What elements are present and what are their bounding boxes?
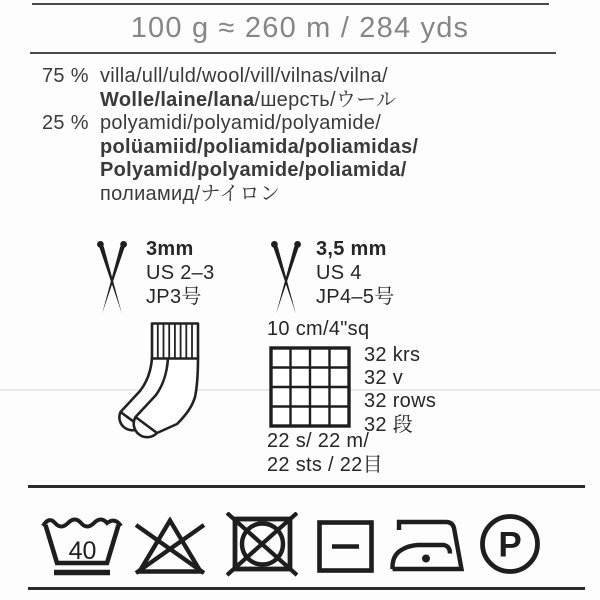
dry-flat-icon	[317, 520, 374, 573]
wool-languages-1: villa/ull/uld/wool/vill/vilnas/vilna/	[100, 65, 388, 87]
do-not-bleach-icon	[134, 517, 206, 575]
polyamide-line-3: Polyamid/polyamide/poliamida/	[100, 159, 407, 182]
do-not-tumble-dry-icon	[226, 512, 298, 577]
horizontal-rule	[28, 587, 585, 590]
wool-line-2	[0, 89, 600, 113]
weight-length-text: 100 g ≈ 260 m / 284 yds	[130, 12, 470, 44]
dry-clean-p-icon	[479, 513, 541, 575]
sock-pair-icon	[112, 322, 214, 446]
gauge-grid-icon	[269, 346, 351, 428]
horizontal-rule	[28, 485, 585, 488]
gauge-stitches-line-1: 22 s/ 22 m/	[267, 430, 370, 452]
needle-size-large-text	[316, 237, 395, 309]
needle-size-us: US 2–3	[146, 262, 215, 284]
crossed-knitting-needles-icon	[92, 240, 132, 316]
wool-line-1	[0, 65, 600, 89]
gauge-rows-en: 32 rows	[364, 390, 437, 413]
gauge-rows-sv: 32 v	[364, 367, 404, 390]
iron-dot	[422, 555, 430, 563]
polyamide-line-2: polüamiid/poliamida/poliamidas/	[100, 135, 419, 158]
wool-percent: 75 %	[42, 65, 89, 87]
needle-size-small-text	[146, 237, 215, 309]
polyamide-languages-1: polyamidi/polyamid/polyamide/	[100, 112, 382, 135]
needle-size-mm: 3mm	[146, 238, 194, 260]
needle-size-jp: JP3号	[146, 286, 202, 308]
crossed-knitting-needles-icon	[266, 240, 306, 316]
fiber-content-block	[0, 65, 600, 207]
gauge-rows-fi: 32 krs	[364, 344, 421, 366]
needle-size-jp: JP4–5号	[316, 286, 395, 308]
needle-size-mm: 3,5 mm	[316, 238, 387, 260]
iron-low-heat-icon	[389, 514, 471, 576]
needle-size-us: US 4	[316, 262, 362, 284]
gauge-stitches-text	[267, 429, 383, 477]
polyamide-line-1	[0, 112, 600, 136]
horizontal-rule	[30, 52, 556, 54]
gauge-square-label: 10 cm/4"sq	[267, 318, 370, 340]
wash-temperature: 40	[68, 537, 97, 565]
gauge-rows-ja: 32 段	[364, 413, 414, 436]
wool-languages-2-bold: Wolle/laine/lana	[100, 88, 255, 111]
horizontal-rule	[32, 3, 549, 5]
wash-40-icon	[40, 512, 124, 578]
polyamide-line-4: полиамид/ナイロン	[100, 182, 281, 205]
polyamide-percent: 25 %	[42, 112, 89, 135]
gauge-stitches-line-2: 22 sts / 22目	[267, 454, 383, 476]
dry-clean-letter: P	[498, 525, 522, 565]
wool-languages-2-rest: /шерсть/ウール	[254, 88, 397, 111]
gauge-rows-text	[364, 344, 436, 437]
